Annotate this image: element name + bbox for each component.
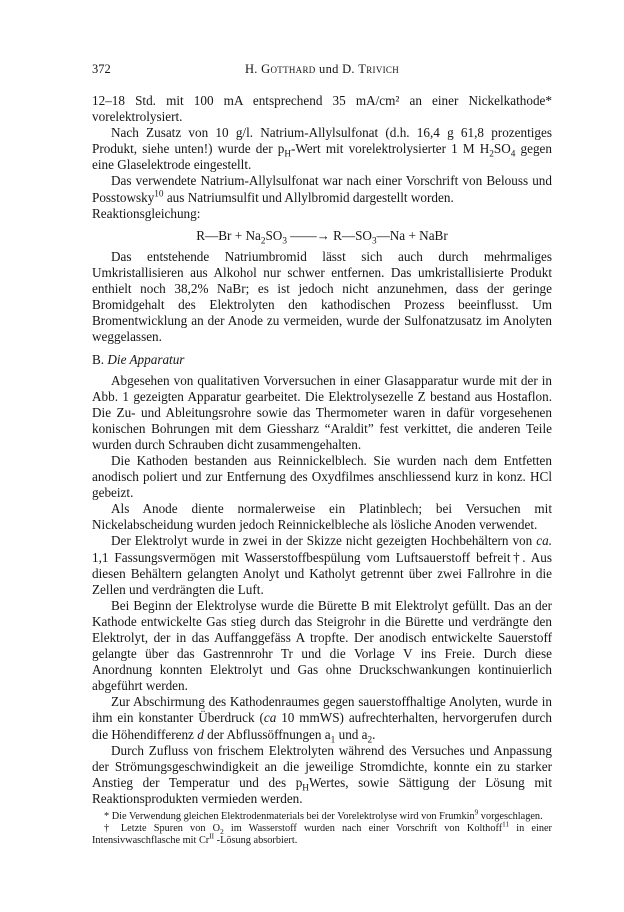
- running-title: H. Gotthard und D. Trivich: [244, 62, 400, 76]
- paragraph: Nach Zusatz von 10 g/l. Natrium-Allylsulfonat (d.h. 16,4 g 61,8 prozentiges Produkt, siehe unten!) wurde der $p_H$-Wert mit vorelektrolysierter 1 M $H_2SO_4$ gegen eine Glaselektrode eingestellt.: [92, 125, 552, 173]
- paragraph: 12–18 Std. mit 100 mA entsprechend 35 mA/cm² an einer Nickelkathode* vorelektrolysiert.: [92, 93, 552, 125]
- paragraph: Bei Beginn der Elektrolyse wurde die Bürette B mit Elektrolyt gefüllt. Das an der Kathode entwickelte Gas stieg durch das Steigrohr in die Bürette und verdrängte den Elektrolyt, der in das Auffanggefäss A tropfte. Der anodisch entwickelte Sauerstoff gelangte über das Gastrennrohr Tr und die Vorlage V ins Freie. Durch diese Anordnung konnten Elektrolyt und Gas ohne Druckschwankungen kontinuierlich abgeführt werden.: [92, 597, 552, 694]
- footnote: † Letzte Spuren von $O_2$ im Wasserstoff wurden nach einer Vorschrift von Kolthoff$^{11}$ in einer Intensivwaschflasche mit $Cr^{II}$ -Lösung absorbiert.: [92, 820, 552, 847]
- footnotes: [92, 808, 552, 848]
- body-text: [92, 93, 552, 848]
- paragraph: Durch Zufluss von frischem Elektrolyten während des Versuches und Anpassung der Strömungsgeschwindigkeit an die jeweilige Stromdichte, konnte ein zu starker Anstieg der Temperatur und des $p_HWertes$, sowie Sättigung der Lösung mit Reaktionsprodukten vermieden werden.: [92, 742, 552, 806]
- author-name: Trivich: [358, 62, 400, 76]
- paragraph: Das entstehende Natriumbromid lässt sich auch durch mehrmaliges Umkristallisieren aus Alkohol nur schwer entfernen. Das umkristallisierte Produkt enthielt noch 38,2% NaBr; es ist jedoch nicht anzunehmen, dass der geringe Bromidgehalt des Elektrolyten den kathodischen Prozess beeinflusst. Um Bromentwicklung an der Anode zu vermeiden, wurde der Sulfonatzusatz im Anolyten weggelassen.: [92, 248, 552, 345]
- author-name: Gotthard: [261, 62, 316, 76]
- running-header: [92, 62, 552, 80]
- paragraph: Der Elektrolyt wurde in zwei in der Skizze nicht gezeigten Hochbehältern von ca. 1,1 Fassungsvermögen mit Wasserstoffbespülung vom Luftsauerstoff befreit†. Aus diesen Behältern gelangten Anolyt und Katholyt getrennt über zwei Fallrohre in die Zellen und verdrängten die Luft.: [92, 533, 552, 597]
- paragraph-label: Reaktionsgleichung:: [92, 205, 201, 221]
- section-heading: B. Die Apparatur: [92, 352, 185, 368]
- paragraph: Als Anode diente normalerweise ein Platinblech; bei Versuchen mit Nickelabscheidung wurden jedoch Reinnickelbleche als lösliche Anoden verwendet.: [92, 501, 552, 533]
- paragraph: Zur Abschirmung des Kathodenraumes gegen sauerstoffhaltige Anolyten, wurde in ihm ein konstanter Überdruck (ca 10 mmWS) aufrechterhalten, hervorgerufen durch die Höhendifferenz d der Abflussöffnungen $a_1$ und $a_2$.: [92, 694, 553, 745]
- paragraph: Abgesehen von qualitativen Vorversuchen in einer Glasapparatur wurde mit der in Abb. 1 gezeigten Apparatur gearbeitet. Die Elektrolysezelle Z bestand aus Hostaflon. Die Zu- und Ableitungsrohre sowie das Thermometer waren in dafür vorgesehenen konischen Bohrungen mit dem Giessharz “Araldit” fest verkittet, die anderen Teile wurden durch Schrauben dicht zusammengehalten.: [92, 372, 552, 452]
- paragraph: Die Kathoden bestanden aus Reinnickelblech. Sie wurden nach dem Entfetten anodisch poliert und zur Entfernung des Oxydfilmes anschliessend kurz in konz. HCl gebeizt.: [92, 452, 552, 501]
- reaction-equation: R—Br + $Na_2SO_3$ ——→ $R—SO_3—Na$ + NaBr: [196, 227, 448, 246]
- paragraph: Das verwendete Natrium-Allylsulfonat war nach einer Vorschrift von Belouss und Posstowsky$^{10}$ aus Natriumsulfit und Allylbromid dargestellt worden.: [92, 173, 552, 205]
- page-number: 372: [92, 62, 111, 76]
- footnote: * Die Verwendung gleichen Elektrodenmaterials bei der Vorelektrolyse wird von Frumkin$^9$ vorgeschlagen.: [104, 808, 543, 823]
